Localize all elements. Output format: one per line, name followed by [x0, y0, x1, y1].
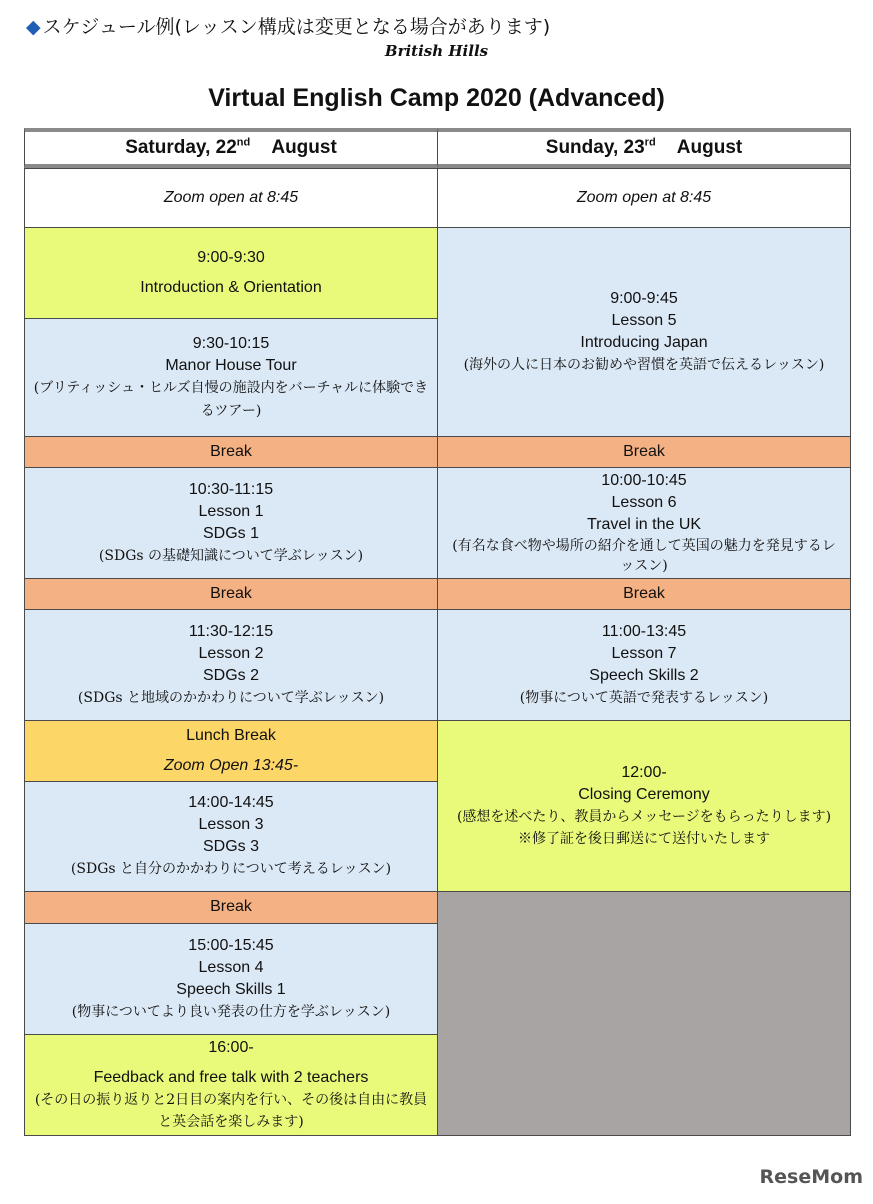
tour-name: Manor House Tour — [165, 357, 297, 375]
schedule-notice — [26, 12, 550, 39]
sun-break-2: Break — [437, 578, 851, 610]
intro-name: Introduction & Orientation — [140, 279, 322, 296]
lesson1-time: 10:30-11:15 — [188, 480, 274, 498]
lesson6-time: 10:00-10:45 — [601, 471, 687, 489]
lunch-zoom: Zoom Open 13:45- — [163, 757, 299, 774]
lesson5-label: Lesson 5 — [611, 311, 677, 329]
lesson6-label: Lesson 6 — [611, 493, 677, 511]
closing-time: 12:00- — [621, 763, 667, 781]
brand-name: British Hills — [384, 42, 489, 60]
lesson4-time: 15:00-15:45 — [188, 936, 274, 954]
sat-zoom-open: Zoom open at 8:45 — [24, 168, 438, 228]
lunch-name: Lunch Break — [186, 726, 276, 744]
sat-manor-tour — [24, 318, 438, 437]
closing-certificate-note: ※修了証を後日郵送にて送付いたします — [518, 831, 770, 848]
sat-break-1: Break — [24, 436, 438, 468]
saturday-date — [125, 135, 337, 161]
lesson4-label: Lesson 4 — [198, 958, 264, 976]
lesson4-note: (物事についてより良い発表の仕方を学ぶレッスン) — [71, 1003, 391, 1020]
sat-break-2: Break — [24, 578, 438, 610]
lesson6-topic: Travel in the UK — [586, 515, 702, 533]
lesson1-label: Lesson 1 — [198, 502, 264, 520]
notice-text: スケジュール例(レッスン構成は変更となる場合があります) — [42, 16, 551, 38]
feedback-note: (その日の振り返りと2日目の案内を行い、その後は自由に教員と英会話を楽しみます) — [34, 1091, 428, 1131]
intro-time: 9:00-9:30 — [197, 248, 265, 266]
sun-zoom-open: Zoom open at 8:45 — [437, 168, 851, 228]
sun-lesson-7 — [437, 609, 851, 721]
lesson1-topic: SDGs 1 — [202, 524, 259, 542]
lesson3-label: Lesson 3 — [198, 816, 264, 834]
lesson7-note: (物事について英語で発表するレッスン) — [519, 689, 769, 706]
resemom-logo: ReseMom — [759, 1166, 863, 1188]
lesson3-time: 14:00-14:45 — [188, 794, 274, 812]
sun-closing-ceremony — [437, 720, 851, 892]
tour-time: 9:30-10:15 — [192, 335, 270, 353]
lesson7-label: Lesson 7 — [611, 644, 677, 662]
sat-lesson-3 — [24, 781, 438, 892]
lesson6-note: (有名な食べ物や場所の紹介を通して英国の魅力を発見するレッスン) — [452, 537, 836, 575]
lesson5-topic: Introducing Japan — [580, 333, 708, 351]
saturday-day: Saturday, 22 — [125, 136, 237, 158]
sat-break-3: Break — [24, 891, 438, 924]
feedback-name: Feedback and free talk with 2 teachers — [93, 1068, 369, 1086]
sunday-date — [546, 135, 742, 161]
closing-note: (感想を述べたり、教員からメッセージをもらったりします) — [456, 808, 832, 825]
sun-empty-block — [437, 891, 851, 1136]
feedback-time: 16:00- — [208, 1038, 254, 1056]
sunday-suffix: rd — [644, 136, 656, 149]
lesson1-note: (SDGs の基礎知識について学ぶレッスン) — [98, 547, 364, 564]
schedule-table — [24, 128, 851, 1136]
lesson2-label: Lesson 2 — [198, 644, 264, 662]
lesson3-note: (SDGs と自分のかかわりについて考えるレッスン) — [70, 861, 392, 878]
diamond-icon: ◆ — [26, 16, 41, 38]
lesson7-topic: Speech Skills 2 — [589, 666, 699, 684]
tour-note: (ブリティッシュ・ヒルズ自慢の施設内をバーチャルに体験できるツアー) — [33, 380, 429, 419]
sat-lesson-1 — [24, 467, 438, 579]
sat-introduction — [24, 227, 438, 319]
lesson4-topic: Speech Skills 1 — [176, 980, 286, 998]
lesson5-time: 9:00-9:45 — [610, 289, 678, 307]
lesson3-topic: SDGs 3 — [202, 838, 259, 856]
lesson7-time: 11:00-13:45 — [601, 622, 687, 640]
sunday-month: August — [676, 136, 743, 158]
sat-lesson-4 — [24, 923, 438, 1035]
saturday-header — [24, 128, 438, 168]
sat-feedback — [24, 1034, 438, 1136]
sun-break-1: Break — [437, 436, 851, 468]
lesson5-note: (海外の人に日本のお勧めや習慣を英語で伝えるレッスン) — [463, 356, 825, 373]
page-title: Virtual English Camp 2020 (Advanced) — [208, 84, 665, 112]
lesson2-note: (SDGs と地域のかかわりについて学ぶレッスン) — [77, 689, 385, 706]
saturday-suffix: nd — [236, 136, 251, 149]
sat-lesson-2 — [24, 609, 438, 721]
sun-lesson-5 — [437, 227, 851, 437]
lesson2-time: 11:30-12:15 — [188, 622, 274, 640]
sat-lunch-break — [24, 720, 438, 782]
saturday-month: August — [271, 136, 337, 158]
sun-lesson-6 — [437, 467, 851, 579]
lesson2-topic: SDGs 2 — [202, 666, 259, 684]
sunday-day: Sunday, 23 — [545, 136, 645, 158]
sunday-header — [437, 128, 851, 168]
closing-name: Closing Ceremony — [578, 785, 710, 803]
